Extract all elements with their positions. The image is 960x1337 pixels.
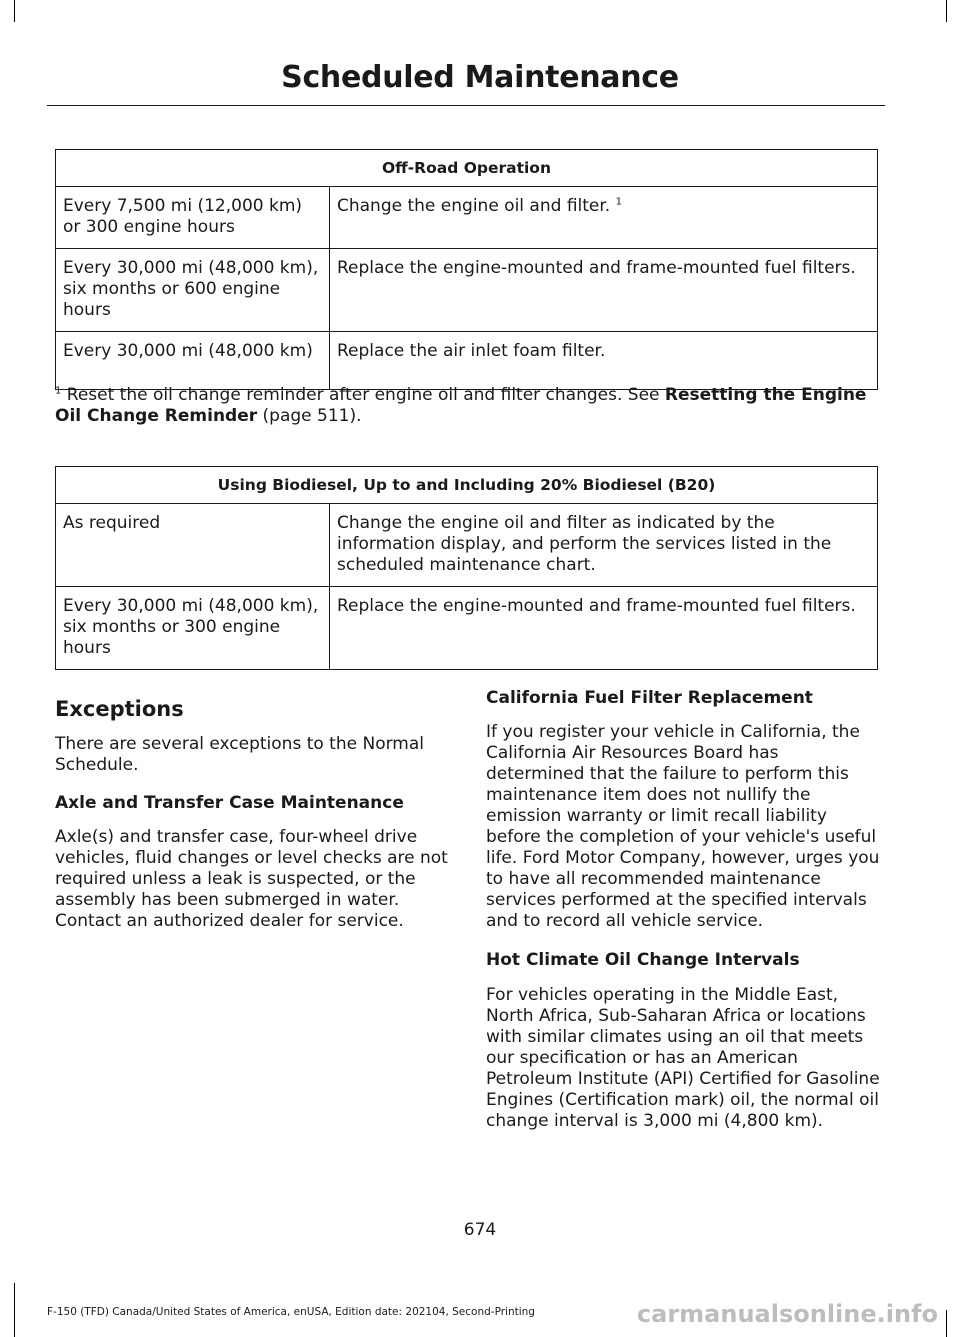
axle-text: Axle(s) and transfer case, four-wheel drive vehicles, fluid changes or level checks are not required unless a leak is suspected, or the assembly has been submerged in water. Contact an authorized dealer for service. (55, 827, 448, 931)
table-row (56, 249, 878, 332)
footnote-link[interactable]: Resetting the Engine Oil Change Reminder (55, 385, 867, 426)
table-cell-interval: Every 30,000 mi (48,000 km) (56, 332, 330, 390)
header-divider (47, 105, 885, 106)
table-cell-action: Replace the air inlet foam filter. (330, 332, 878, 390)
biodiesel-table (55, 466, 878, 670)
footnote-page-ref: (page 511). (257, 406, 362, 426)
crop-mark-bottom-right (946, 1310, 947, 1337)
crop-mark-top-right (946, 0, 947, 22)
hot-climate-text: For vehicles operating in the Middle East, North Africa, Sub-Saharan Africa or locations with similar climates using an oil that meets our specification or has an American Petroleum Institute (API) Certified for Gasoline Engines (Certification mark) oil, the normal oil change interval is 3,000 mi (4,800 km). (486, 985, 880, 1131)
hot-climate-heading: Hot Climate Oil Change Intervals (486, 950, 800, 970)
table-cell-interval: Every 30,000 mi (48,000 km), six months or 600 engine hours (56, 249, 330, 332)
table-cell-interval: As required (56, 504, 330, 587)
axle-heading: Axle and Transfer Case Maintenance (55, 793, 404, 813)
left-column (55, 696, 450, 932)
footnote-text: Reset the oil change reminder after engine oil and filter changes. See (61, 385, 665, 405)
page-title: Scheduled Maintenance (281, 60, 679, 95)
crop-mark-bottom-left (14, 1283, 15, 1337)
california-heading: California Fuel Filter Replacement (486, 688, 813, 708)
footnote-marker: 1 (55, 385, 62, 397)
edition-info: F-150 (TFD) Canada/United States of America, enUSA, Edition date: 202104, Second-Printing (47, 1306, 535, 1318)
table-row (56, 587, 878, 670)
table-row (56, 332, 878, 390)
table-row (56, 504, 878, 587)
table-cell-action (330, 187, 878, 249)
exceptions-text: There are several exceptions to the Normal Schedule. (55, 734, 424, 775)
table-cell-action: Change the engine oil and filter as indicated by the information display, and perform the services listed in the scheduled maintenance chart. (330, 504, 878, 587)
biodiesel-table-title: Using Biodiesel, Up to and Including 20% Biodiesel (B20) (56, 467, 878, 504)
watermark: carmanualsonline.info (636, 1300, 938, 1328)
right-column (486, 688, 881, 1132)
offroad-table-title: Off-Road Operation (56, 150, 878, 187)
crop-mark-top-left (14, 0, 15, 22)
table-cell-action: Replace the engine-mounted and frame-mounted fuel filters. (330, 249, 878, 332)
action-text: Change the engine oil and filter. (337, 196, 611, 216)
footnote-marker: 1 (615, 196, 622, 208)
exceptions-heading: Exceptions (55, 697, 184, 721)
table-cell-interval: Every 30,000 mi (48,000 km), six months or 300 engine hours (56, 587, 330, 670)
table-cell-action: Replace the engine-mounted and frame-mounted fuel filters. (330, 587, 878, 670)
california-text: If you register your vehicle in California, the California Air Resources Board has determined that the failure to perform this maintenance item does not nullify the emission warranty or limit recall liability before the completion of your vehicle's useful life. Ford Motor Company, however, urges you to have all recommended maintenance services performed at the specified intervals and to record all vehicle service. (486, 722, 880, 931)
table-cell-interval: Every 7,500 mi (12,000 km) or 300 engine hours (56, 187, 330, 249)
page-number: 674 (463, 1220, 497, 1240)
offroad-operation-table (55, 149, 878, 390)
table-row (56, 187, 878, 249)
footnote (55, 385, 878, 427)
